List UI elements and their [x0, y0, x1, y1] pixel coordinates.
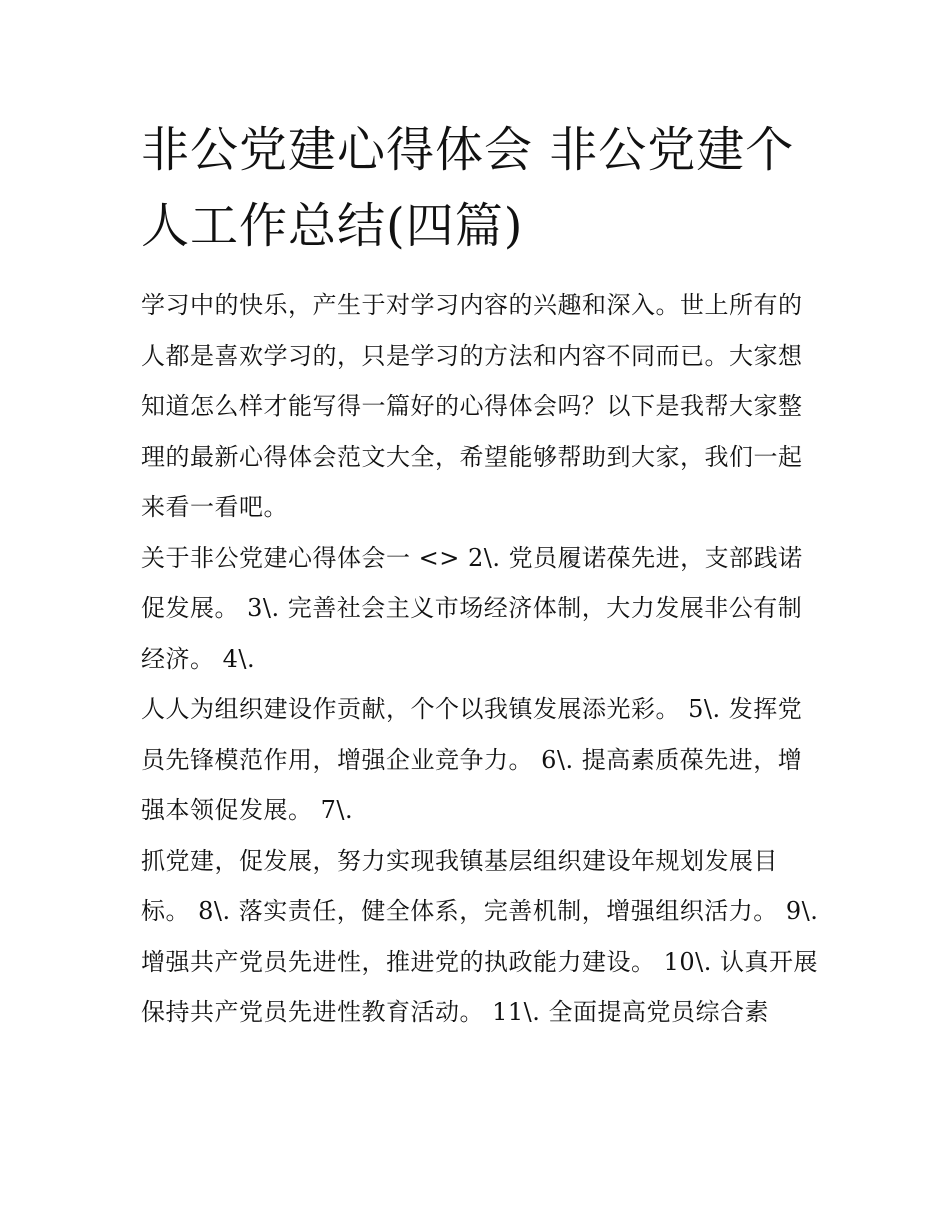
body-paragraph-3: 抓党建，促发展，努力实现我镇基层组织建设年规划发展目标。 8\. 落实责任，健全体系，完善机制，增强组织活力。 9\. — [141, 846, 819, 925]
document-title: 非公党建心得体会 非公党建个人工作总结(四篇) — [141, 122, 795, 254]
body-paragraph-2: 人人为组织建设作贡献，个个以我镇发展添光彩。 5\. 发挥党员先锋模范作用，增强企业竞争力。 6\. 提高素质葆先进，增强本领促发展。 7\. — [141, 695, 803, 824]
body-paragraph-1: 关于非公党建心得体会一 <> 2\. 党员履诺葆先进，支部践诺促发展。 3\. 完善社会主义市场经济体制，大力发展非公有制经济。 4\. — [141, 543, 803, 673]
document-page — [141, 112, 821, 1038]
body-paragraph-4: 增强共产党员先进性，推进党的执政能力建设。 10\. 认真开展保持共产党员先进性教育活动。 11\. 全面提高党员综合素 — [141, 947, 819, 1026]
intro-paragraph: 学习中的快乐，产生于对学习内容的兴趣和深入。世上所有的人都是喜欢学习的，只是学习的方法和内容不同而已。大家想知道怎么样才能写得一篇好的心得体会吗？以下是我帮大家整理的最新心得体会范文大全，希望能够帮助到大家，我们一起来看一看吧。 — [141, 291, 803, 521]
